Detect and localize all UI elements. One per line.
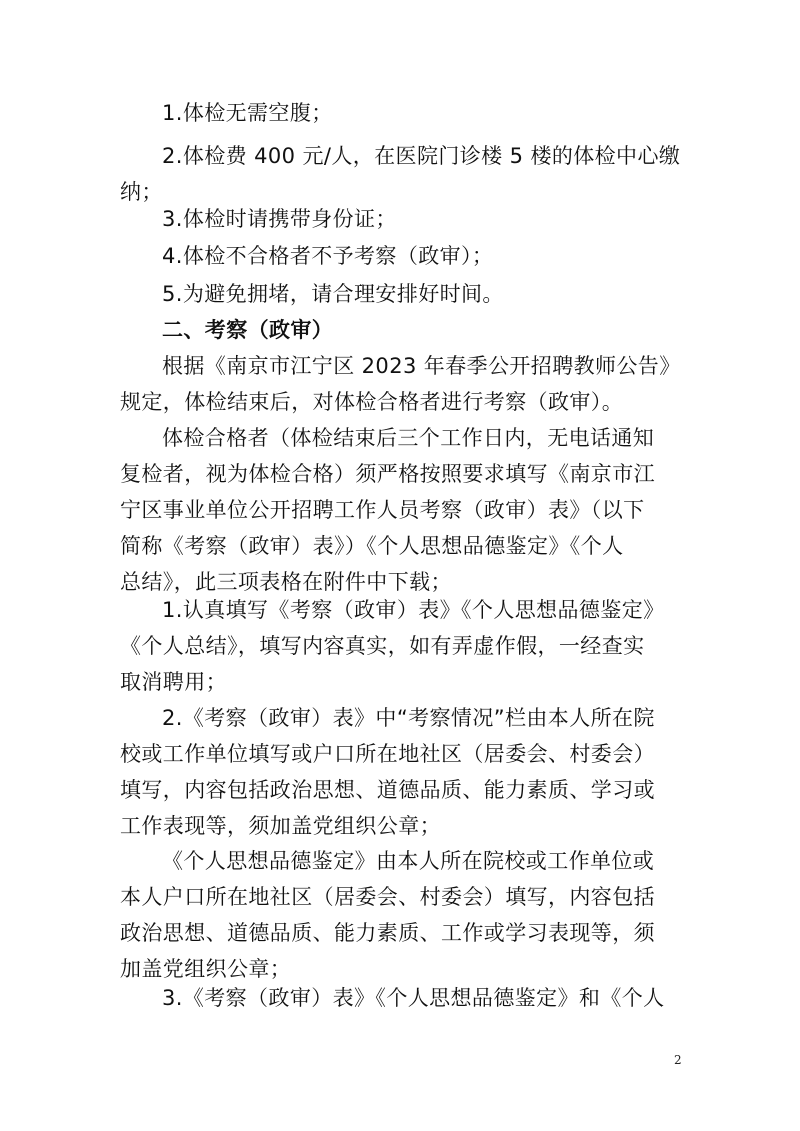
text-line: 政治思想、道德品质、能力素质、工作或学习表现等，须 <box>120 921 655 945</box>
text-line: 纳； <box>120 180 163 204</box>
text-line: 复检者，视为体检合格）须严格按照要求填写《南京市江 <box>120 462 655 486</box>
text-line: 3.体检时请携带身份证； <box>162 207 397 231</box>
text-line: 规定，体检结束后，对体检合格者进行考察（政审）。 <box>120 390 624 414</box>
section-heading: 二、考察（政审） <box>162 318 334 342</box>
text-line: 体检合格者（体检结束后三个工作日内，无电话通知 <box>162 426 655 450</box>
text-line: 1.认真填写《考察（政审）表》《个人思想品德鉴定》 <box>162 598 665 622</box>
text-line: 加盖党组织公章； <box>120 957 292 981</box>
text-line: 本人户口所在地社区（居委会、村委会）填写，内容包括 <box>120 885 655 909</box>
text-line: 5.为避免拥堵，请合理安排好时间。 <box>162 282 504 306</box>
text-line: 2.体检费 400 元/人，在医院门诊楼 5 楼的体检中心缴 <box>162 144 681 168</box>
text-line: 根据《南京市江宁区 2023 年春季公开招聘教师公告》 <box>162 354 681 378</box>
text-line: 工作表现等，须加盖党组织公章； <box>120 814 441 838</box>
text-line: 《个人思想品德鉴定》由本人所在院校或工作单位或 <box>162 849 655 873</box>
text-line: 4.体检不合格者不予考察（政审）； <box>162 244 494 268</box>
text-line: 《个人总结》，填写内容真实，如有弄虚作假，一经查实 <box>120 634 645 658</box>
text-line: 宁区事业单位公开招聘工作人员考察（政审）表》（以下 <box>120 498 645 522</box>
text-line: 校或工作单位填写或户口所在地社区（居委会、村委会） <box>120 742 655 766</box>
page-number: 2 <box>674 1053 682 1067</box>
text-line: 简称《考察（政审）表》）《个人思想品德鉴定》《个人 <box>120 534 624 558</box>
text-line: 2.《考察（政审）表》中“考察情况”栏由本人所在院 <box>162 706 655 730</box>
text-line: 1.体检无需空腹； <box>162 101 333 125</box>
text-line: 总结》，此三项表格在附件中下载； <box>120 570 452 594</box>
text-line: 取消聘用； <box>120 670 227 694</box>
text-line: 填写，内容包括政治思想、道德品质、能力素质、学习或 <box>120 778 655 802</box>
text-line: 3.《考察（政审）表》《个人思想品德鉴定》和《个人 <box>162 986 665 1010</box>
